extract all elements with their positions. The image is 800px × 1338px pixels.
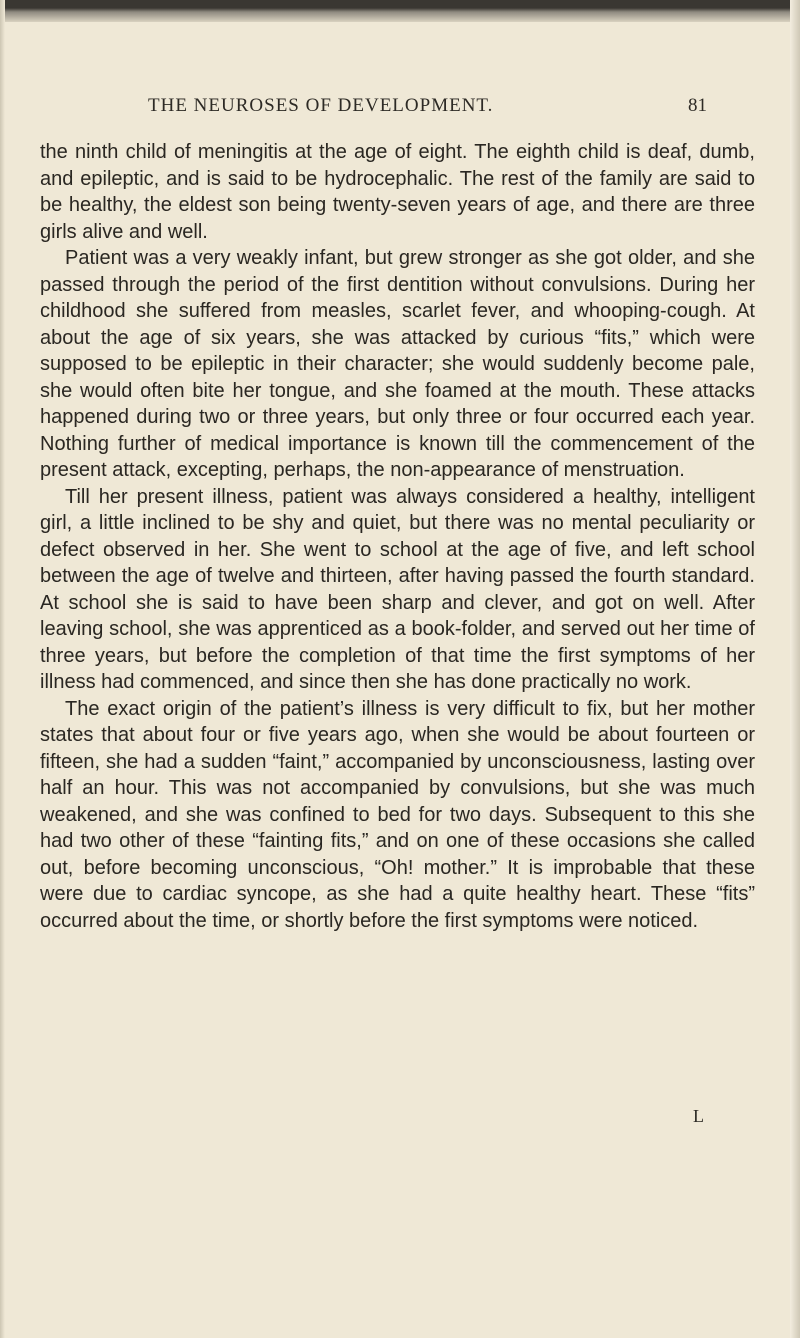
running-head-title: THE NEUROSES OF DEVELOPMENT.: [148, 95, 494, 116]
paragraph-continued: the ninth child of meningitis at the age of eight. The eighth child is deaf, dumb, and epileptic, and is said to be hydrocephalic. The rest of the family are said to be healthy, the eldest son being twenty-seven years of age, and there are three girls alive and well.: [40, 141, 755, 243]
running-head: [40, 95, 755, 129]
scan-top-edge: [0, 0, 800, 22]
body-text: [40, 139, 755, 934]
signature-mark: L: [693, 1106, 704, 1126]
paragraph: Till her present illness, patient was always considered a healthy, intelligent girl, a little inclined to be shy and quiet, but there was no mental peculiarity or defect observed in her. She went to school at the age of five, and left school between the age of twelve and thirteen, after having passed the fourth standard. At school she is said to have been sharp and clever, and got on well. After leaving school, she was apprenticed as a book-folder, and served out her time of three years, but before the completion of that time the first symptoms of her illness had commenced, and since then she has done practically no work.: [40, 485, 755, 693]
paragraph: The exact origin of the patient’s illness is very difficult to fix, but her mother states that about four or five years ago, when she would be about fourteen or fifteen, she had a sudden “faint,” accompanied by unconsciousness, lasting over half an hour. This was not accompanied by convulsions, but she was much weakened, and she was confined to bed for two days. Subsequent to this she had two other of these “fainting fits,” and on one of these occasions she called out, before becoming unconscious, “Oh! mother.” It is improbable that these were due to cardiac syncope, as she had a quite healthy heart. These “fits” occurred about the time, or shortly before the first symptoms were noticed.: [40, 697, 755, 932]
scan-left-edge: [0, 0, 5, 1338]
page-number: 81: [688, 95, 707, 116]
paragraph: Patient was a very weakly infant, but grew stronger as she got older, and she passed through the period of the first dentition without convulsions. During her childhood she suffered from measles, scarlet fever, and whooping-cough. At about the age of six years, she was attacked by curious “fits,” which were supposed to be epileptic in their character; she would suddenly become pale, she would often bite her tongue, and she foamed at the mouth. These attacks happened during two or three years, but only three or four occurred each year. Nothing further of medical importance is known till the commencement of the present attack, excepting, perhaps, the non-appearance of menstruation.: [40, 247, 755, 481]
scan-right-edge: [790, 0, 800, 1338]
book-page: [40, 95, 755, 934]
